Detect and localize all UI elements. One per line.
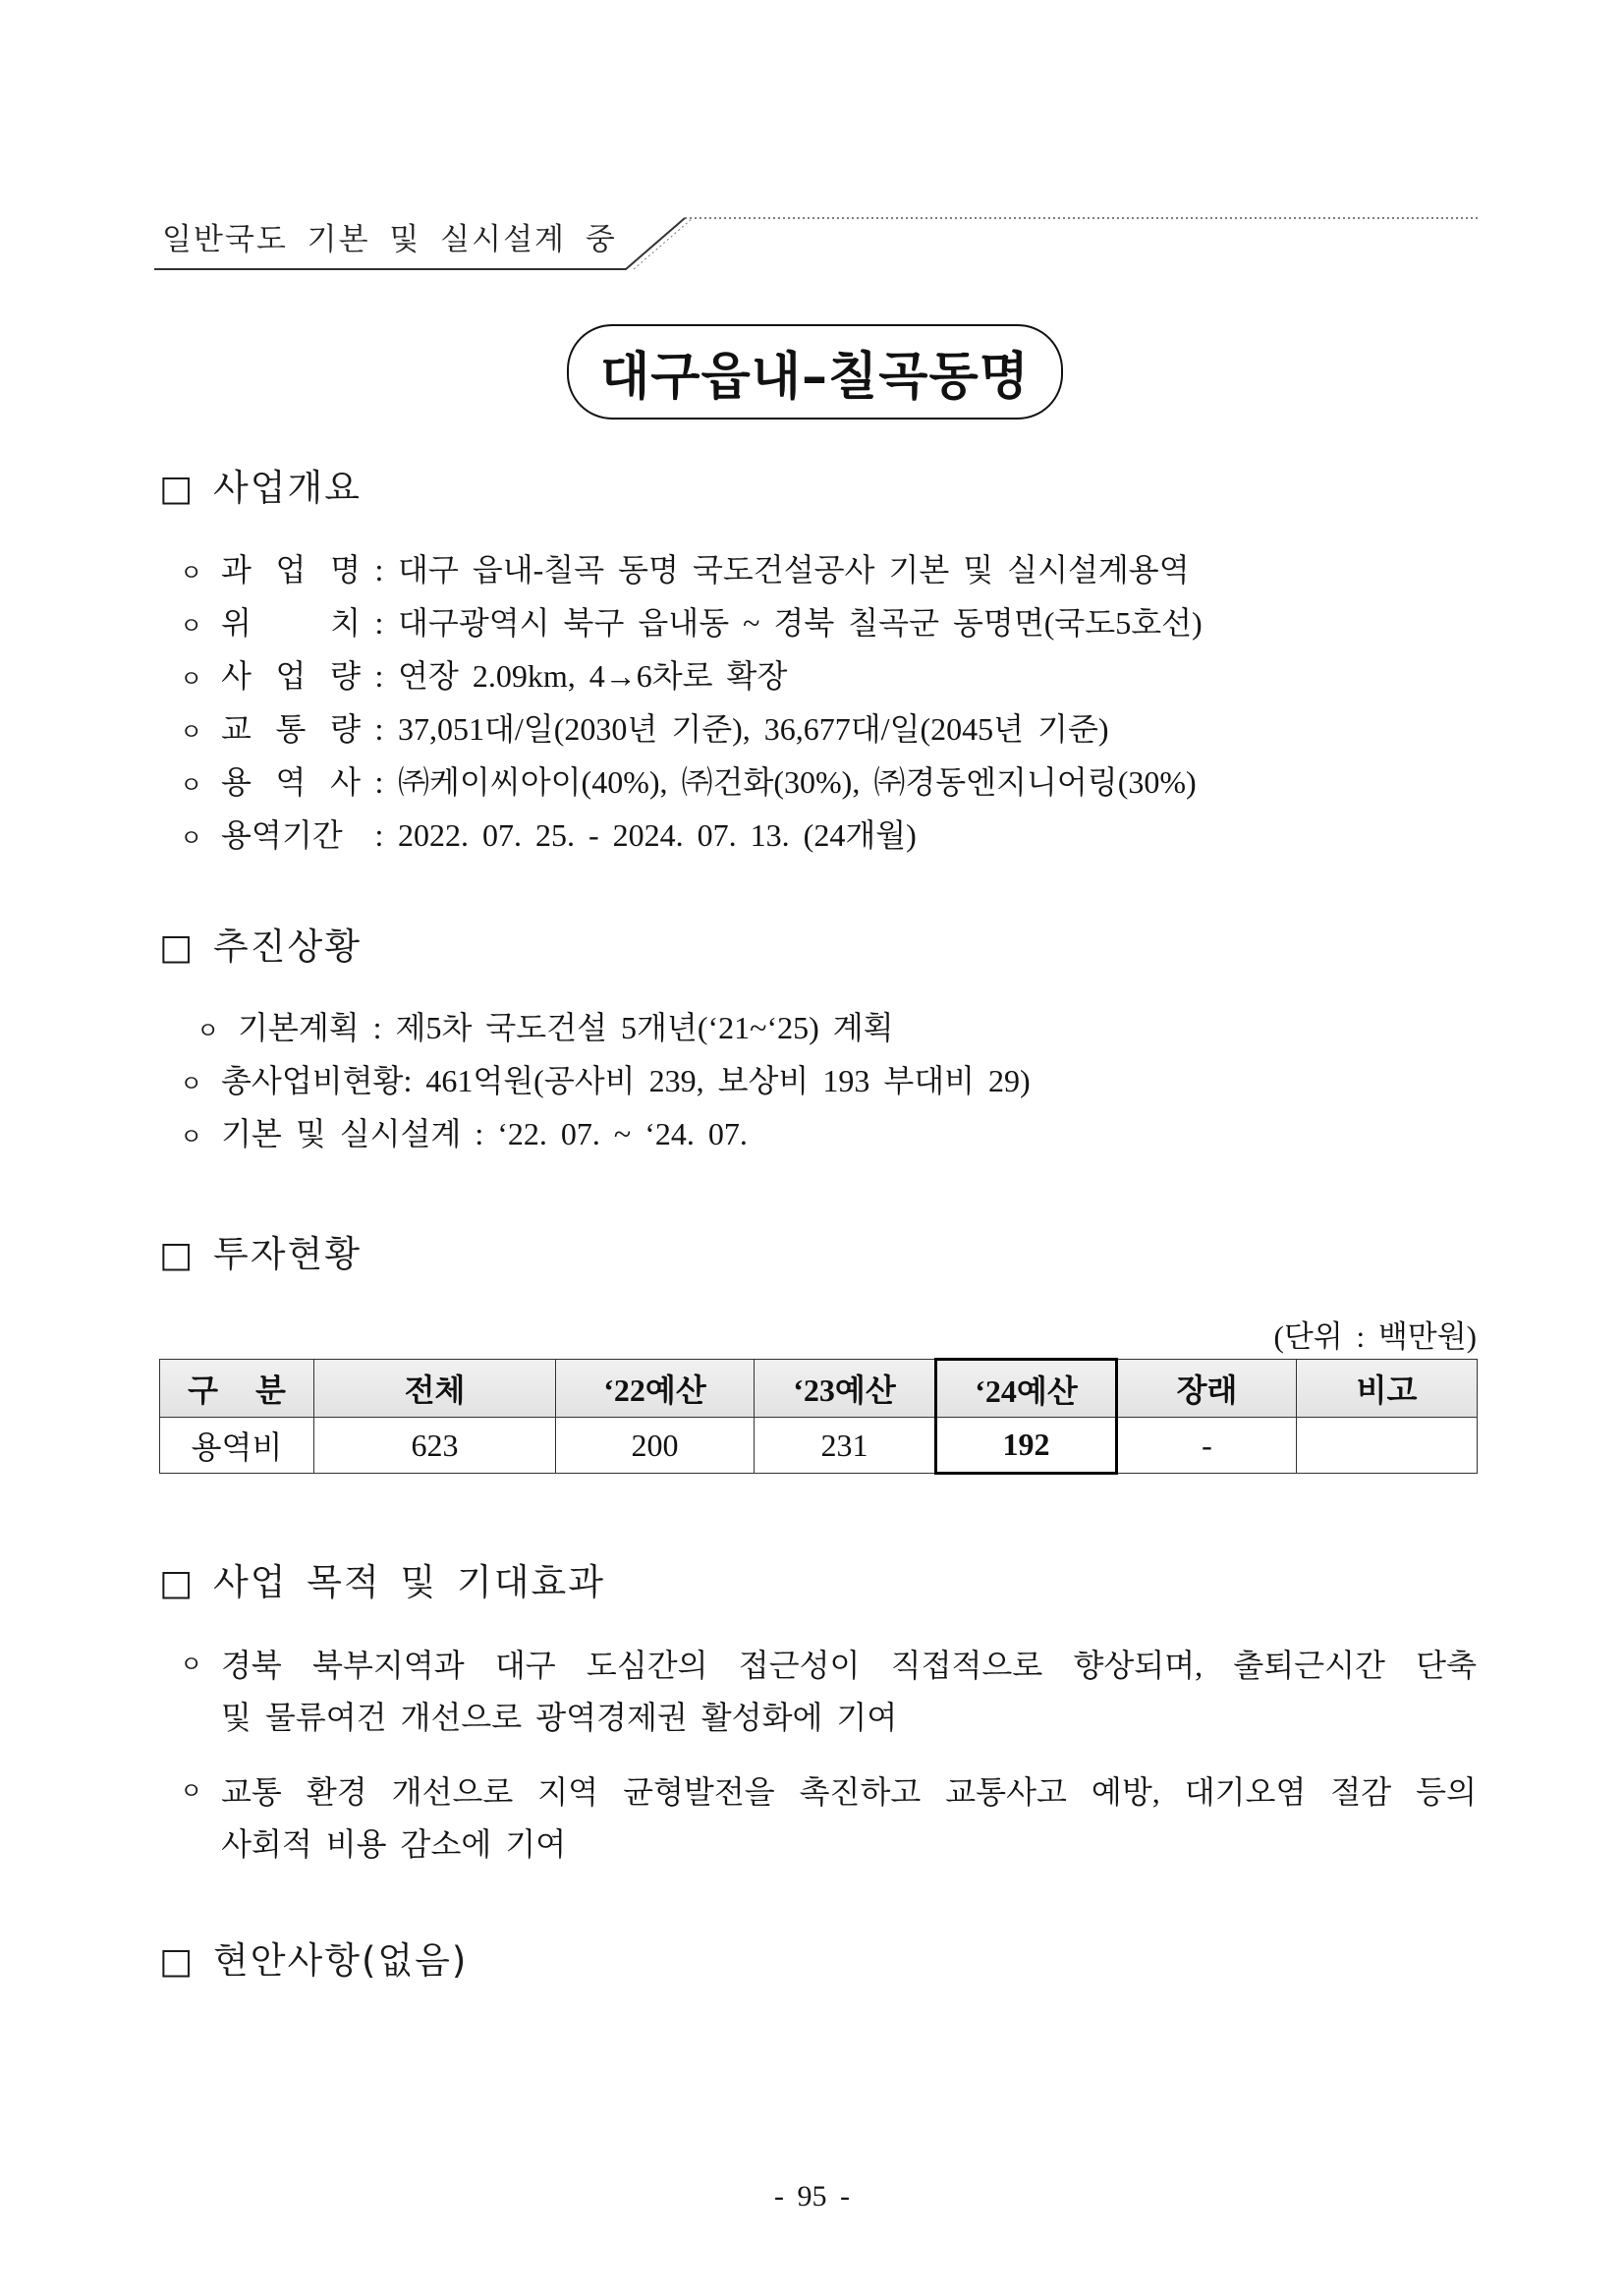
item-label: 사 업 량 <box>221 658 361 694</box>
section-marker: □ <box>159 1563 194 1603</box>
cell-future: - <box>1117 1418 1297 1474</box>
col-header-budget-24: ‘24예산 <box>936 1360 1117 1418</box>
item-label: 과 업 명 <box>221 552 361 588</box>
col-header-total: 전체 <box>314 1360 556 1418</box>
item-value: ㈜케이씨아이(40%), ㈜건화(30%), ㈜경동엔지니어링(30%) <box>398 764 1197 800</box>
section-overview-heading <box>159 464 362 513</box>
overview-item <box>180 548 1190 591</box>
page-title: 대구읍내–칠곡동명 <box>600 348 1030 407</box>
bullet: ㅇ <box>180 1779 203 1805</box>
section-marker: □ <box>159 1235 194 1275</box>
separator: : <box>374 764 384 800</box>
item-value: 37,051대/일(2030년 기준), 36,677대/일(2045년 기준) <box>398 711 1109 747</box>
table-header-row <box>160 1360 1478 1418</box>
overview-item <box>180 813 917 857</box>
col-header-budget-22: ‘22예산 <box>556 1360 755 1418</box>
section-title: 투자현황 <box>213 1233 362 1275</box>
paragraph-line: 및 물류여건 개선으로 광역경제권 활성화에 기여 <box>221 1700 898 1735</box>
section-issues-heading <box>159 1936 468 1986</box>
separator: : <box>374 711 384 747</box>
item-text: 기본 및 실시설계 : ‘22. 07. ~ ‘24. 07. <box>221 1116 748 1151</box>
item-value: 대구광역시 북구 읍내동 ~ 경북 칠곡군 동명면(국도5호선) <box>398 605 1203 641</box>
bullet: ㅇ <box>180 667 203 693</box>
page-number: - 95 - <box>774 2180 850 2212</box>
header-underline <box>154 218 685 269</box>
bullet: ㅇ <box>180 561 203 587</box>
running-header: 일반국도 기본 및 실시설계 중 <box>162 222 617 257</box>
section-title: 사업 목적 및 기대효과 <box>213 1561 605 1603</box>
cell-category: 용역비 <box>160 1418 314 1474</box>
item-value: 대구 읍내-칠곡 동명 국도건설공사 기본 및 실시설계용역 <box>398 552 1190 588</box>
overview-item <box>180 707 1109 751</box>
item-label: 용역기간 <box>221 817 343 853</box>
progress-item <box>180 1059 1031 1102</box>
item-label: 위 치 <box>221 605 361 641</box>
section-marker: □ <box>159 927 194 968</box>
separator: : <box>374 552 384 588</box>
progress-item <box>180 1112 748 1155</box>
overview-item <box>180 654 787 698</box>
bullet: ㅇ <box>180 1125 203 1150</box>
title-box <box>567 324 1063 420</box>
progress-item <box>196 1006 894 1049</box>
bullet: ㅇ <box>180 720 203 746</box>
item-text: 총사업비현황: 461억원(공사비 239, 보상비 193 부대비 29) <box>221 1063 1031 1098</box>
section-title: 사업개요 <box>213 467 362 509</box>
paragraph-line: 경북 북부지역과 대구 도심간의 접근성이 직접적으로 향상되며, 출퇴근시간 단축 <box>221 1648 1477 1683</box>
bullet: ㅇ <box>180 1652 203 1678</box>
item-value: 연장 2.09km, 4→6차로 확장 <box>398 658 788 694</box>
overview-item <box>180 760 1197 804</box>
section-investment-heading <box>159 1230 362 1279</box>
cell-budget-22: 200 <box>556 1418 755 1474</box>
purpose-item <box>180 1766 1477 1871</box>
item-label: 교 통 량 <box>221 711 361 747</box>
col-header-future: 장래 <box>1117 1360 1297 1418</box>
section-marker: □ <box>159 1941 194 1982</box>
col-header-remarks: 비고 <box>1297 1360 1478 1418</box>
bullet: ㅇ <box>180 826 203 852</box>
section-progress-heading <box>159 923 362 972</box>
cell-budget-23: 231 <box>755 1418 936 1474</box>
cell-total: 623 <box>314 1418 556 1474</box>
paragraph-line: 교통 환경 개선으로 지역 균형발전을 촉진하고 교통사고 예방, 대기오염 절감 등의 <box>221 1774 1477 1810</box>
section-title: 현안사항(없음) <box>213 1939 469 1982</box>
separator: : <box>374 605 384 641</box>
investment-table <box>159 1358 1478 1475</box>
bullet: ㅇ <box>180 1072 203 1097</box>
separator: : <box>374 817 384 853</box>
col-header-category: 구 분 <box>160 1360 314 1418</box>
cell-budget-24: 192 <box>936 1418 1117 1474</box>
bullet: ㅇ <box>180 614 203 640</box>
paragraph-line: 사회적 비용 감소에 기여 <box>221 1826 567 1862</box>
section-purpose-heading <box>159 1558 605 1607</box>
header-diagonal-shadow <box>634 218 693 269</box>
item-value: 2022. 07. 25. - 2024. 07. 13. (24개월) <box>398 817 917 853</box>
item-text: 기본계획 : 제5차 국도건설 5개년(‘21~‘25) 계획 <box>238 1010 894 1045</box>
item-label: 용 역 사 <box>221 764 361 800</box>
section-title: 추진상황 <box>213 925 362 968</box>
overview-item <box>180 601 1203 644</box>
bullet: ㅇ <box>196 1019 220 1044</box>
separator: : <box>374 658 384 694</box>
cell-remarks <box>1297 1418 1478 1474</box>
purpose-item <box>180 1640 1477 1744</box>
col-header-budget-23: ‘23예산 <box>755 1360 936 1418</box>
unit-note: (단위 : 백만원) <box>1273 1319 1477 1354</box>
table-row <box>160 1418 1478 1474</box>
bullet: ㅇ <box>180 773 203 799</box>
section-marker: □ <box>159 469 194 509</box>
header-rule <box>0 0 1624 295</box>
